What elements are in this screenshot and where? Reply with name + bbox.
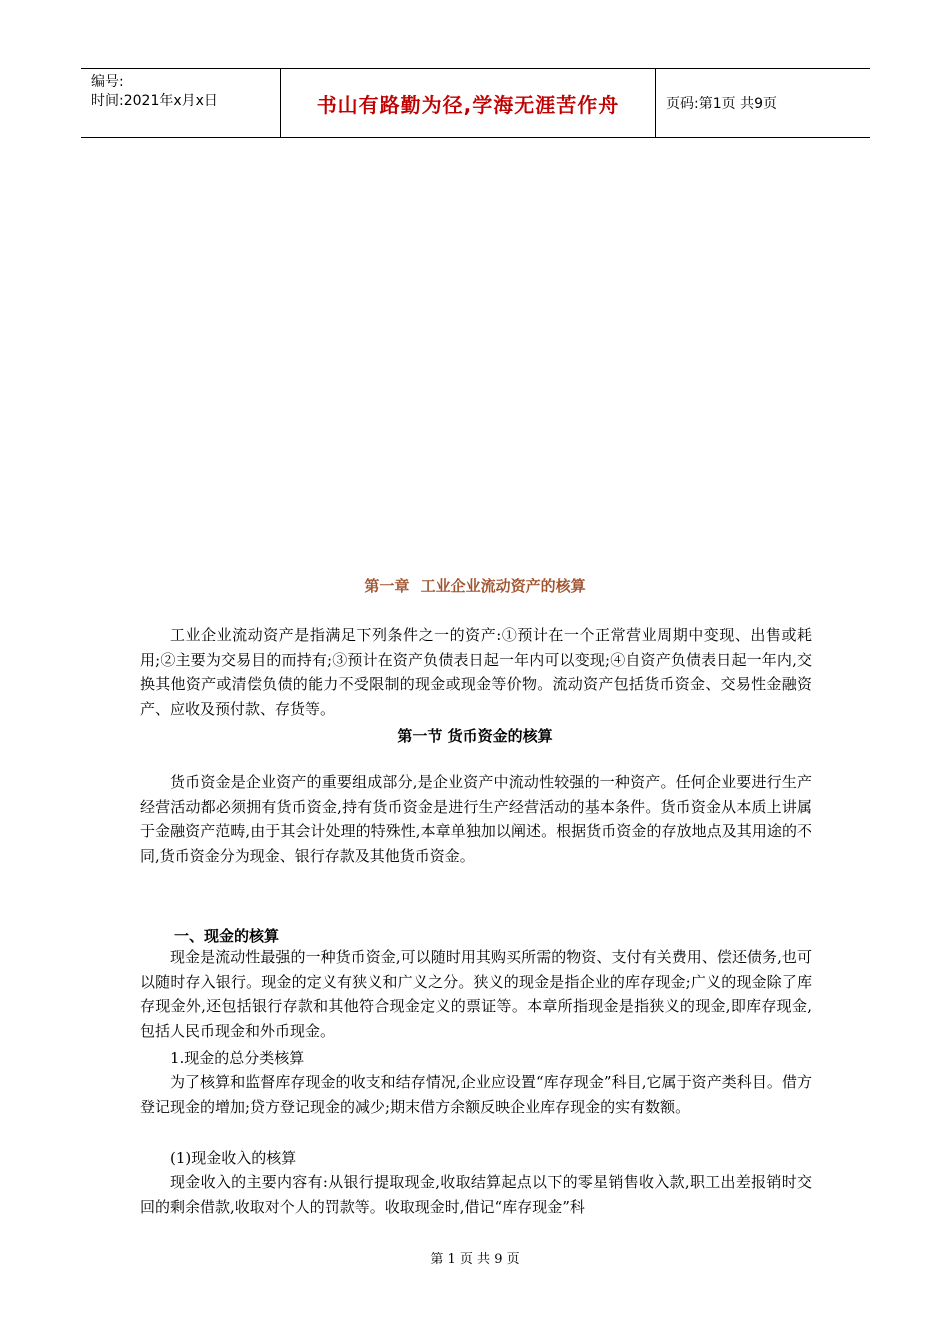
total-classification-paragraph: 为了核算和监督库存现金的收支和结存情况,企业应设置“库存现金”科目,它属于资产类科目。借方登记现金的增加;贷方登记现金的减少;期末借方余额反映企业库存现金的实有数额。: [140, 1073, 812, 1116]
subheading-cash-income: (1)现金收入的核算: [170, 1149, 297, 1167]
cash-income-paragraph: 现金收入的主要内容有:从银行提取现金,收取结算起点以下的零星销售收入款,职工出差报销时交回的剩余借款,收取对个人的罚款等。收取现金时,借记“库存现金”科: [140, 1173, 812, 1216]
section-title: 第一节 货币资金的核算: [397, 727, 553, 745]
cash-paragraph: 现金是流动性最强的一种货币资金,可以随时用其购买所需的物资、支付有关费用、偿还债务,也可以随时存入银行。现金的定义有狭义和广义之分。狭义的现金是指企业的库存现金;广义的现金除了库存现金外,还包括银行存款和其他符合现金定义的票证等。本章所指现金是指狭义的现金,即库存现金,包括人民币现金和外币现金。: [140, 948, 812, 1040]
date-label: 时间:2021年x月x日: [91, 93, 218, 109]
number-label: 编号:: [91, 74, 124, 90]
subheading-total-classification: 1.现金的总分类核算: [170, 1049, 305, 1067]
header-page-info: 页码:第1页 共9页: [666, 96, 777, 112]
section-paragraph: 货币资金是企业资产的重要组成部分,是企业资产中流动性较强的一种资产。任何企业要进行生产经营活动都必须拥有货币资金,持有货币资金是进行生产经营活动的基本条件。货币资金从本质上讲属于金融资产范畴,由于其会计处理的特殊性,本章单独加以阐述。根据货币资金的存放地点及其用途的不同,货币资金分为现金、银行存款及其他货币资金。: [140, 773, 812, 865]
header-table: [81, 68, 870, 138]
chapter-title: 第一章 工业企业流动资产的核算: [364, 577, 586, 595]
header-meta: [81, 69, 281, 137]
page-footer: 第 1 页 共 9 页: [430, 1252, 520, 1267]
intro-paragraph: 工业企业流动资产是指满足下列条件之一的资产:①预计在一个正常营业周期中变现、出售或耗用;②主要为交易目的而持有;③预计在资产负债表日起一年内可以变现;④自资产负债表日起一年内,交换其他资产或清偿负债的能力不受限制的现金或现金等价物。流动资产包括货币资金、交易性金融资产、应收及预付款、存货等。: [140, 626, 812, 718]
header-motto: 书山有路勤为径,学海无涯苦作舟: [281, 69, 656, 137]
cash-heading: 一、现金的核算: [174, 927, 280, 945]
